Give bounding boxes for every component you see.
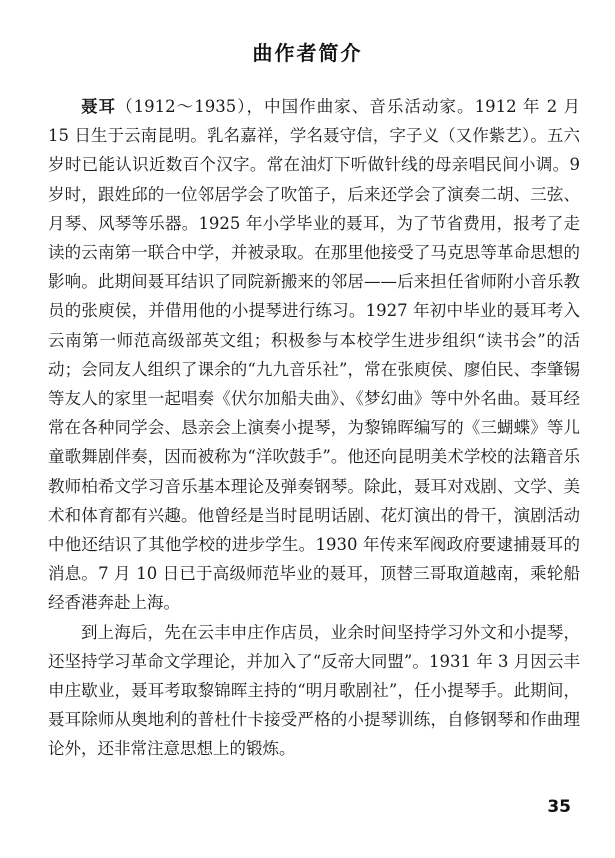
paragraph-2 bbox=[48, 618, 580, 764]
paragraph-1 bbox=[48, 92, 580, 618]
article-body bbox=[48, 92, 580, 764]
page-title: 曲作者简介 bbox=[252, 41, 363, 65]
page-number: 35 bbox=[547, 797, 571, 817]
paragraph-text: （1912～1935），中国作曲家、音乐活动家。1912 年 2 月 15 日生于云南昆明。乳名嘉祥，学名聂守信，字子义（又作紫艺）。五六岁时已能认识近数百个汉字。常在油灯下听做针线的母亲唱民间小调。9 岁时，跟姓邱的一位邻居学会了吹笛子，后来还学会了演奏二胡、三弦、月琴、风琴等乐器。1925 年小学毕业的聂耳，为了节省费用，报考了走读的云南第一联合中学，并被录取。在那里他接受了马克思等革命思想的影响。此期间聂耳结识了同院新搬来的邻居——后来担任省师附小音乐教员的张庾侯，并借用他的小提琴进行练习。1927 年初中毕业的聂耳考入云南第一师范高级部英文组；积极参与本校学生进步组织“读书会”的活动；会同友人组织了课余的“九九音乐社”，常在张庾侯、廖伯民、李肇锡等友人的家里一起唱奏《伏尔加船夫曲》、《梦幻曲》等中外名曲。聂耳经常在各种同学会、恳亲会上演奏小提琴，为黎锦晖编写的《三蝴蝶》等儿童歌舞剧伴奏，因而被称为“洋吹鼓手”。他还向昆明美术学校的法籍音乐教师柏希文学习音乐基本理论及弹奏钢琴。除此，聂耳对戏剧、文学、美术和体育都有兴趣。他曾经是当时昆明话剧、花灯演出的骨干，演剧活动中他还结识了其他学校的进步学生。1930 年传来军阀政府要逮捕聂耳的消息。7 月 10 日已于高级师范毕业的聂耳，顶替三哥取道越南，乘轮船经香港奔赴上海。 bbox=[48, 97, 580, 613]
paragraph-lead-name: 聂耳 bbox=[81, 97, 117, 116]
paragraph-text: 到上海后，先在云丰申庄作店员，业余时间坚持学习外文和小提琴，还坚持学习革命文学理论，并加入了“反帝大同盟”。1931 年 3 月因云丰申庄歇业，聂耳考取黎锦晖主持的“明月歌剧社”，任小提琴手。此期间，聂耳除师从奥地利的普杜什卡接受严格的小提琴训练，自修钢琴和作曲理论外，还非常注意思想上的锻炼。 bbox=[48, 622, 580, 759]
